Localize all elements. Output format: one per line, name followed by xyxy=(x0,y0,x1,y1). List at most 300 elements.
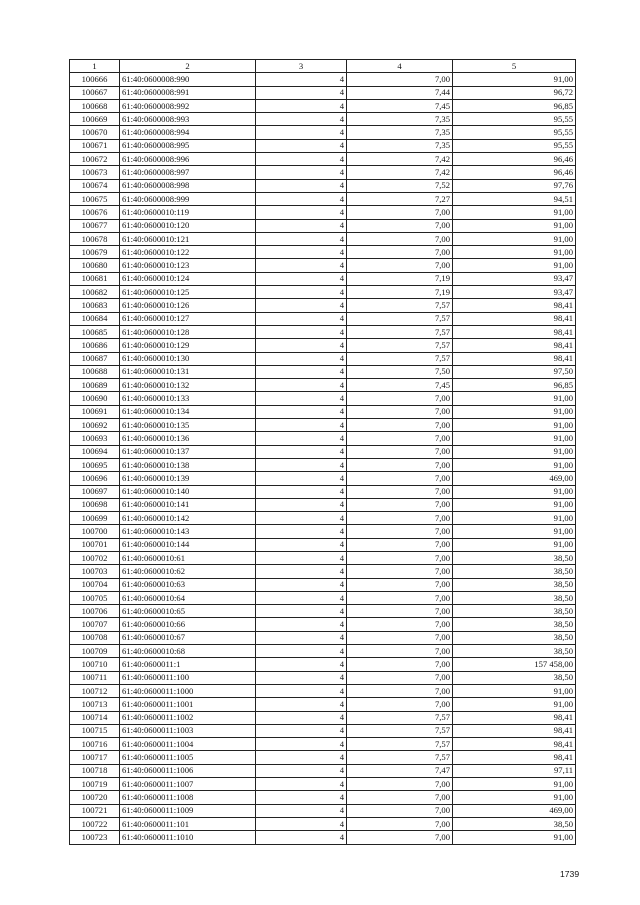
table-row xyxy=(70,711,576,724)
table-row xyxy=(70,432,576,445)
amount-cell: 91,00 xyxy=(453,831,576,844)
rate-cell: 7,42 xyxy=(347,166,453,179)
row-number-cell: 100667 xyxy=(70,86,120,99)
rate-cell: 7,00 xyxy=(347,498,453,511)
table-row xyxy=(70,339,576,352)
code-cell: 4 xyxy=(256,179,347,192)
row-number-cell: 100708 xyxy=(70,631,120,644)
code-cell: 4 xyxy=(256,791,347,804)
rate-cell: 7,35 xyxy=(347,126,453,139)
rate-cell: 7,00 xyxy=(347,551,453,564)
column-header-3: 3 xyxy=(256,60,347,73)
amount-cell: 91,00 xyxy=(453,538,576,551)
cadastral-number-cell: 61:40:0600010:68 xyxy=(120,645,256,658)
rate-cell: 7,35 xyxy=(347,139,453,152)
column-header-1: 1 xyxy=(70,60,120,73)
row-number-cell: 100711 xyxy=(70,671,120,684)
amount-cell: 93,47 xyxy=(453,272,576,285)
table-row xyxy=(70,73,576,86)
row-number-cell: 100684 xyxy=(70,312,120,325)
row-number-cell: 100715 xyxy=(70,724,120,737)
rate-cell: 7,45 xyxy=(347,379,453,392)
row-number-cell: 100713 xyxy=(70,698,120,711)
amount-cell: 38,50 xyxy=(453,631,576,644)
cadastral-number-cell: 61:40:0600010:126 xyxy=(120,299,256,312)
row-number-cell: 100706 xyxy=(70,605,120,618)
cadastral-number-cell: 61:40:0600010:140 xyxy=(120,485,256,498)
amount-cell: 91,00 xyxy=(453,791,576,804)
page-number: 1739 xyxy=(560,869,580,879)
row-number-cell: 100710 xyxy=(70,658,120,671)
table-row xyxy=(70,99,576,112)
rate-cell: 7,00 xyxy=(347,525,453,538)
row-number-cell: 100686 xyxy=(70,339,120,352)
cadastral-number-cell: 61:40:0600010:61 xyxy=(120,551,256,564)
table-row xyxy=(70,405,576,418)
amount-cell: 98,41 xyxy=(453,339,576,352)
amount-cell: 469,00 xyxy=(453,472,576,485)
rate-cell: 7,57 xyxy=(347,325,453,338)
table-row xyxy=(70,206,576,219)
row-number-cell: 100705 xyxy=(70,591,120,604)
code-cell: 4 xyxy=(256,153,347,166)
table-row xyxy=(70,272,576,285)
code-cell: 4 xyxy=(256,764,347,777)
rate-cell: 7,00 xyxy=(347,259,453,272)
table-row xyxy=(70,259,576,272)
row-number-cell: 100687 xyxy=(70,352,120,365)
row-number-cell: 100699 xyxy=(70,512,120,525)
code-cell: 4 xyxy=(256,219,347,232)
row-number-cell: 100678 xyxy=(70,232,120,245)
row-number-cell: 100681 xyxy=(70,272,120,285)
code-cell: 4 xyxy=(256,126,347,139)
rate-cell: 7,00 xyxy=(347,618,453,631)
rate-cell: 7,00 xyxy=(347,671,453,684)
row-number-cell: 100675 xyxy=(70,192,120,205)
row-number-cell: 100707 xyxy=(70,618,120,631)
amount-cell: 91,00 xyxy=(453,392,576,405)
row-number-cell: 100676 xyxy=(70,206,120,219)
rate-cell: 7,00 xyxy=(347,232,453,245)
cadastral-number-cell: 61:40:0600008:993 xyxy=(120,113,256,126)
cadastral-number-cell: 61:40:0600008:994 xyxy=(120,126,256,139)
code-cell: 4 xyxy=(256,751,347,764)
code-cell: 4 xyxy=(256,684,347,697)
code-cell: 4 xyxy=(256,565,347,578)
code-cell: 4 xyxy=(256,724,347,737)
cadastral-number-cell: 61:40:0600011:101 xyxy=(120,817,256,830)
row-number-cell: 100689 xyxy=(70,379,120,392)
table-row xyxy=(70,179,576,192)
amount-cell: 98,41 xyxy=(453,352,576,365)
cadastral-number-cell: 61:40:0600011:1007 xyxy=(120,778,256,791)
row-number-cell: 100688 xyxy=(70,365,120,378)
code-cell: 4 xyxy=(256,804,347,817)
amount-cell: 95,55 xyxy=(453,126,576,139)
amount-cell: 91,00 xyxy=(453,498,576,511)
amount-cell: 469,00 xyxy=(453,804,576,817)
amount-cell: 98,41 xyxy=(453,724,576,737)
cadastral-number-cell: 61:40:0600011:1003 xyxy=(120,724,256,737)
rate-cell: 7,00 xyxy=(347,658,453,671)
rate-cell: 7,00 xyxy=(347,472,453,485)
row-number-cell: 100692 xyxy=(70,419,120,432)
cadastral-number-cell: 61:40:0600010:130 xyxy=(120,352,256,365)
table-row xyxy=(70,565,576,578)
rate-cell: 7,50 xyxy=(347,365,453,378)
code-cell: 4 xyxy=(256,551,347,564)
rate-cell: 7,00 xyxy=(347,591,453,604)
cadastral-number-cell: 61:40:0600008:998 xyxy=(120,179,256,192)
amount-cell: 98,41 xyxy=(453,711,576,724)
amount-cell: 96,46 xyxy=(453,166,576,179)
row-number-cell: 100702 xyxy=(70,551,120,564)
code-cell: 4 xyxy=(256,246,347,259)
rate-cell: 7,00 xyxy=(347,698,453,711)
table-row xyxy=(70,738,576,751)
rate-cell: 7,00 xyxy=(347,565,453,578)
rate-cell: 7,00 xyxy=(347,831,453,844)
row-number-cell: 100723 xyxy=(70,831,120,844)
rate-cell: 7,00 xyxy=(347,206,453,219)
rate-cell: 7,00 xyxy=(347,817,453,830)
code-cell: 4 xyxy=(256,778,347,791)
code-cell: 4 xyxy=(256,272,347,285)
table-row xyxy=(70,698,576,711)
cadastral-number-cell: 61:40:0600008:995 xyxy=(120,139,256,152)
table-row xyxy=(70,512,576,525)
code-cell: 4 xyxy=(256,658,347,671)
table-row xyxy=(70,684,576,697)
cadastral-number-cell: 61:40:0600010:62 xyxy=(120,565,256,578)
rate-cell: 7,57 xyxy=(347,352,453,365)
code-cell: 4 xyxy=(256,831,347,844)
rate-cell: 7,57 xyxy=(347,312,453,325)
code-cell: 4 xyxy=(256,352,347,365)
rate-cell: 7,27 xyxy=(347,192,453,205)
code-cell: 4 xyxy=(256,698,347,711)
table-row xyxy=(70,671,576,684)
code-cell: 4 xyxy=(256,299,347,312)
amount-cell: 91,00 xyxy=(453,485,576,498)
cadastral-number-cell: 61:40:0600011:1002 xyxy=(120,711,256,724)
cadastral-number-cell: 61:40:0600010:142 xyxy=(120,512,256,525)
table-row xyxy=(70,86,576,99)
cadastral-number-cell: 61:40:0600010:121 xyxy=(120,232,256,245)
amount-cell: 91,00 xyxy=(453,259,576,272)
cadastral-number-cell: 61:40:0600010:135 xyxy=(120,419,256,432)
code-cell: 4 xyxy=(256,86,347,99)
rate-cell: 7,00 xyxy=(347,73,453,86)
row-number-cell: 100674 xyxy=(70,179,120,192)
code-cell: 4 xyxy=(256,631,347,644)
cadastral-number-cell: 61:40:0600010:143 xyxy=(120,525,256,538)
rate-cell: 7,00 xyxy=(347,645,453,658)
table-row xyxy=(70,472,576,485)
rate-cell: 7,45 xyxy=(347,99,453,112)
data-table xyxy=(69,59,576,845)
cadastral-number-cell: 61:40:0600010:137 xyxy=(120,445,256,458)
amount-cell: 91,00 xyxy=(453,419,576,432)
row-number-cell: 100714 xyxy=(70,711,120,724)
code-cell: 4 xyxy=(256,312,347,325)
row-number-cell: 100716 xyxy=(70,738,120,751)
table-row xyxy=(70,591,576,604)
row-number-cell: 100672 xyxy=(70,153,120,166)
column-header-4: 4 xyxy=(347,60,453,73)
amount-cell: 98,41 xyxy=(453,738,576,751)
amount-cell: 96,72 xyxy=(453,86,576,99)
rate-cell: 7,00 xyxy=(347,778,453,791)
table-row xyxy=(70,113,576,126)
code-cell: 4 xyxy=(256,192,347,205)
row-number-cell: 100709 xyxy=(70,645,120,658)
row-number-cell: 100701 xyxy=(70,538,120,551)
rate-cell: 7,57 xyxy=(347,738,453,751)
rate-cell: 7,57 xyxy=(347,711,453,724)
row-number-cell: 100700 xyxy=(70,525,120,538)
cadastral-number-cell: 61:40:0600010:125 xyxy=(120,286,256,299)
amount-cell: 91,00 xyxy=(453,698,576,711)
code-cell: 4 xyxy=(256,73,347,86)
cadastral-number-cell: 61:40:0600010:120 xyxy=(120,219,256,232)
rate-cell: 7,00 xyxy=(347,631,453,644)
rate-cell: 7,47 xyxy=(347,764,453,777)
code-cell: 4 xyxy=(256,578,347,591)
row-number-cell: 100673 xyxy=(70,166,120,179)
code-cell: 4 xyxy=(256,485,347,498)
row-number-cell: 100694 xyxy=(70,445,120,458)
row-number-cell: 100693 xyxy=(70,432,120,445)
amount-cell: 91,00 xyxy=(453,778,576,791)
code-cell: 4 xyxy=(256,379,347,392)
cadastral-number-cell: 61:40:0600010:127 xyxy=(120,312,256,325)
rate-cell: 7,00 xyxy=(347,804,453,817)
code-cell: 4 xyxy=(256,445,347,458)
code-cell: 4 xyxy=(256,259,347,272)
cadastral-number-cell: 61:40:0600010:67 xyxy=(120,631,256,644)
header-row xyxy=(70,60,576,73)
amount-cell: 38,50 xyxy=(453,565,576,578)
cadastral-number-cell: 61:40:0600010:65 xyxy=(120,605,256,618)
code-cell: 4 xyxy=(256,432,347,445)
cadastral-number-cell: 61:40:0600010:132 xyxy=(120,379,256,392)
amount-cell: 38,50 xyxy=(453,817,576,830)
code-cell: 4 xyxy=(256,113,347,126)
amount-cell: 38,50 xyxy=(453,671,576,684)
code-cell: 4 xyxy=(256,817,347,830)
row-number-cell: 100719 xyxy=(70,778,120,791)
cadastral-number-cell: 61:40:0600010:124 xyxy=(120,272,256,285)
code-cell: 4 xyxy=(256,419,347,432)
code-cell: 4 xyxy=(256,365,347,378)
cadastral-number-cell: 61:40:0600011:100 xyxy=(120,671,256,684)
code-cell: 4 xyxy=(256,472,347,485)
cadastral-number-cell: 61:40:0600011:1004 xyxy=(120,738,256,751)
row-number-cell: 100721 xyxy=(70,804,120,817)
code-cell: 4 xyxy=(256,711,347,724)
cadastral-number-cell: 61:40:0600010:139 xyxy=(120,472,256,485)
cadastral-number-cell: 61:40:0600011:1006 xyxy=(120,764,256,777)
rate-cell: 7,19 xyxy=(347,286,453,299)
cadastral-number-cell: 61:40:0600010:119 xyxy=(120,206,256,219)
row-number-cell: 100669 xyxy=(70,113,120,126)
cadastral-number-cell: 61:40:0600010:64 xyxy=(120,591,256,604)
cadastral-number-cell: 61:40:0600008:991 xyxy=(120,86,256,99)
table-row xyxy=(70,778,576,791)
row-number-cell: 100697 xyxy=(70,485,120,498)
cadastral-number-cell: 61:40:0600008:999 xyxy=(120,192,256,205)
rate-cell: 7,00 xyxy=(347,445,453,458)
table-row xyxy=(70,166,576,179)
row-number-cell: 100695 xyxy=(70,458,120,471)
amount-cell: 94,51 xyxy=(453,192,576,205)
table-row xyxy=(70,392,576,405)
table-row xyxy=(70,352,576,365)
row-number-cell: 100703 xyxy=(70,565,120,578)
cadastral-number-cell: 61:40:0600010:122 xyxy=(120,246,256,259)
column-header-5: 5 xyxy=(453,60,576,73)
amount-cell: 38,50 xyxy=(453,551,576,564)
row-number-cell: 100682 xyxy=(70,286,120,299)
amount-cell: 91,00 xyxy=(453,458,576,471)
amount-cell: 98,41 xyxy=(453,312,576,325)
row-number-cell: 100671 xyxy=(70,139,120,152)
code-cell: 4 xyxy=(256,405,347,418)
table-row xyxy=(70,578,576,591)
row-number-cell: 100704 xyxy=(70,578,120,591)
row-number-cell: 100679 xyxy=(70,246,120,259)
cadastral-number-cell: 61:40:0600011:1001 xyxy=(120,698,256,711)
table-row xyxy=(70,312,576,325)
amount-cell: 98,41 xyxy=(453,299,576,312)
row-number-cell: 100720 xyxy=(70,791,120,804)
cadastral-number-cell: 61:40:0600010:134 xyxy=(120,405,256,418)
amount-cell: 38,50 xyxy=(453,645,576,658)
rate-cell: 7,57 xyxy=(347,724,453,737)
table-row xyxy=(70,445,576,458)
amount-cell: 91,00 xyxy=(453,206,576,219)
table-row xyxy=(70,525,576,538)
cadastral-number-cell: 61:40:0600008:996 xyxy=(120,153,256,166)
table-row xyxy=(70,126,576,139)
rate-cell: 7,00 xyxy=(347,578,453,591)
code-cell: 4 xyxy=(256,458,347,471)
cadastral-number-cell: 61:40:0600011:1000 xyxy=(120,684,256,697)
amount-cell: 97,11 xyxy=(453,764,576,777)
rate-cell: 7,00 xyxy=(347,419,453,432)
column-header-2: 2 xyxy=(120,60,256,73)
code-cell: 4 xyxy=(256,392,347,405)
code-cell: 4 xyxy=(256,525,347,538)
row-number-cell: 100685 xyxy=(70,325,120,338)
cadastral-number-cell: 61:40:0600008:990 xyxy=(120,73,256,86)
table-row xyxy=(70,219,576,232)
row-number-cell: 100718 xyxy=(70,764,120,777)
rate-cell: 7,00 xyxy=(347,458,453,471)
amount-cell: 38,50 xyxy=(453,618,576,631)
table-row xyxy=(70,419,576,432)
table-body xyxy=(70,73,576,844)
row-number-cell: 100670 xyxy=(70,126,120,139)
table-row xyxy=(70,485,576,498)
code-cell: 4 xyxy=(256,618,347,631)
row-number-cell: 100717 xyxy=(70,751,120,764)
table-row xyxy=(70,538,576,551)
amount-cell: 91,00 xyxy=(453,525,576,538)
rate-cell: 7,19 xyxy=(347,272,453,285)
row-number-cell: 100668 xyxy=(70,99,120,112)
amount-cell: 91,00 xyxy=(453,232,576,245)
cadastral-number-cell: 61:40:0600010:123 xyxy=(120,259,256,272)
cadastral-number-cell: 61:40:0600010:141 xyxy=(120,498,256,511)
rate-cell: 7,00 xyxy=(347,485,453,498)
row-number-cell: 100666 xyxy=(70,73,120,86)
cadastral-number-cell: 61:40:0600010:133 xyxy=(120,392,256,405)
rate-cell: 7,00 xyxy=(347,219,453,232)
table-row xyxy=(70,817,576,830)
amount-cell: 98,41 xyxy=(453,751,576,764)
table-row xyxy=(70,325,576,338)
rate-cell: 7,00 xyxy=(347,432,453,445)
code-cell: 4 xyxy=(256,591,347,604)
code-cell: 4 xyxy=(256,645,347,658)
rate-cell: 7,44 xyxy=(347,86,453,99)
amount-cell: 97,50 xyxy=(453,365,576,378)
rate-cell: 7,57 xyxy=(347,339,453,352)
cadastral-number-cell: 61:40:0600010:138 xyxy=(120,458,256,471)
code-cell: 4 xyxy=(256,286,347,299)
table-row xyxy=(70,605,576,618)
amount-cell: 96,85 xyxy=(453,99,576,112)
cadastral-number-cell: 61:40:0600010:128 xyxy=(120,325,256,338)
row-number-cell: 100677 xyxy=(70,219,120,232)
cadastral-number-cell: 61:40:0600010:66 xyxy=(120,618,256,631)
table-row xyxy=(70,658,576,671)
amount-cell: 97,76 xyxy=(453,179,576,192)
amount-cell: 98,41 xyxy=(453,325,576,338)
code-cell: 4 xyxy=(256,166,347,179)
cadastral-number-cell: 61:40:0600010:129 xyxy=(120,339,256,352)
rate-cell: 7,00 xyxy=(347,405,453,418)
amount-cell: 38,50 xyxy=(453,578,576,591)
amount-cell: 91,00 xyxy=(453,432,576,445)
rate-cell: 7,00 xyxy=(347,392,453,405)
code-cell: 4 xyxy=(256,512,347,525)
code-cell: 4 xyxy=(256,498,347,511)
code-cell: 4 xyxy=(256,232,347,245)
row-number-cell: 100696 xyxy=(70,472,120,485)
table-row xyxy=(70,751,576,764)
table-row xyxy=(70,631,576,644)
rate-cell: 7,00 xyxy=(347,791,453,804)
table-row xyxy=(70,764,576,777)
amount-cell: 96,85 xyxy=(453,379,576,392)
amount-cell: 91,00 xyxy=(453,684,576,697)
table-row xyxy=(70,232,576,245)
code-cell: 4 xyxy=(256,538,347,551)
row-number-cell: 100712 xyxy=(70,684,120,697)
rate-cell: 7,42 xyxy=(347,153,453,166)
table-row xyxy=(70,299,576,312)
amount-cell: 91,00 xyxy=(453,73,576,86)
row-number-cell: 100683 xyxy=(70,299,120,312)
table-row xyxy=(70,498,576,511)
table-row xyxy=(70,831,576,844)
row-number-cell: 100698 xyxy=(70,498,120,511)
table-row xyxy=(70,551,576,564)
